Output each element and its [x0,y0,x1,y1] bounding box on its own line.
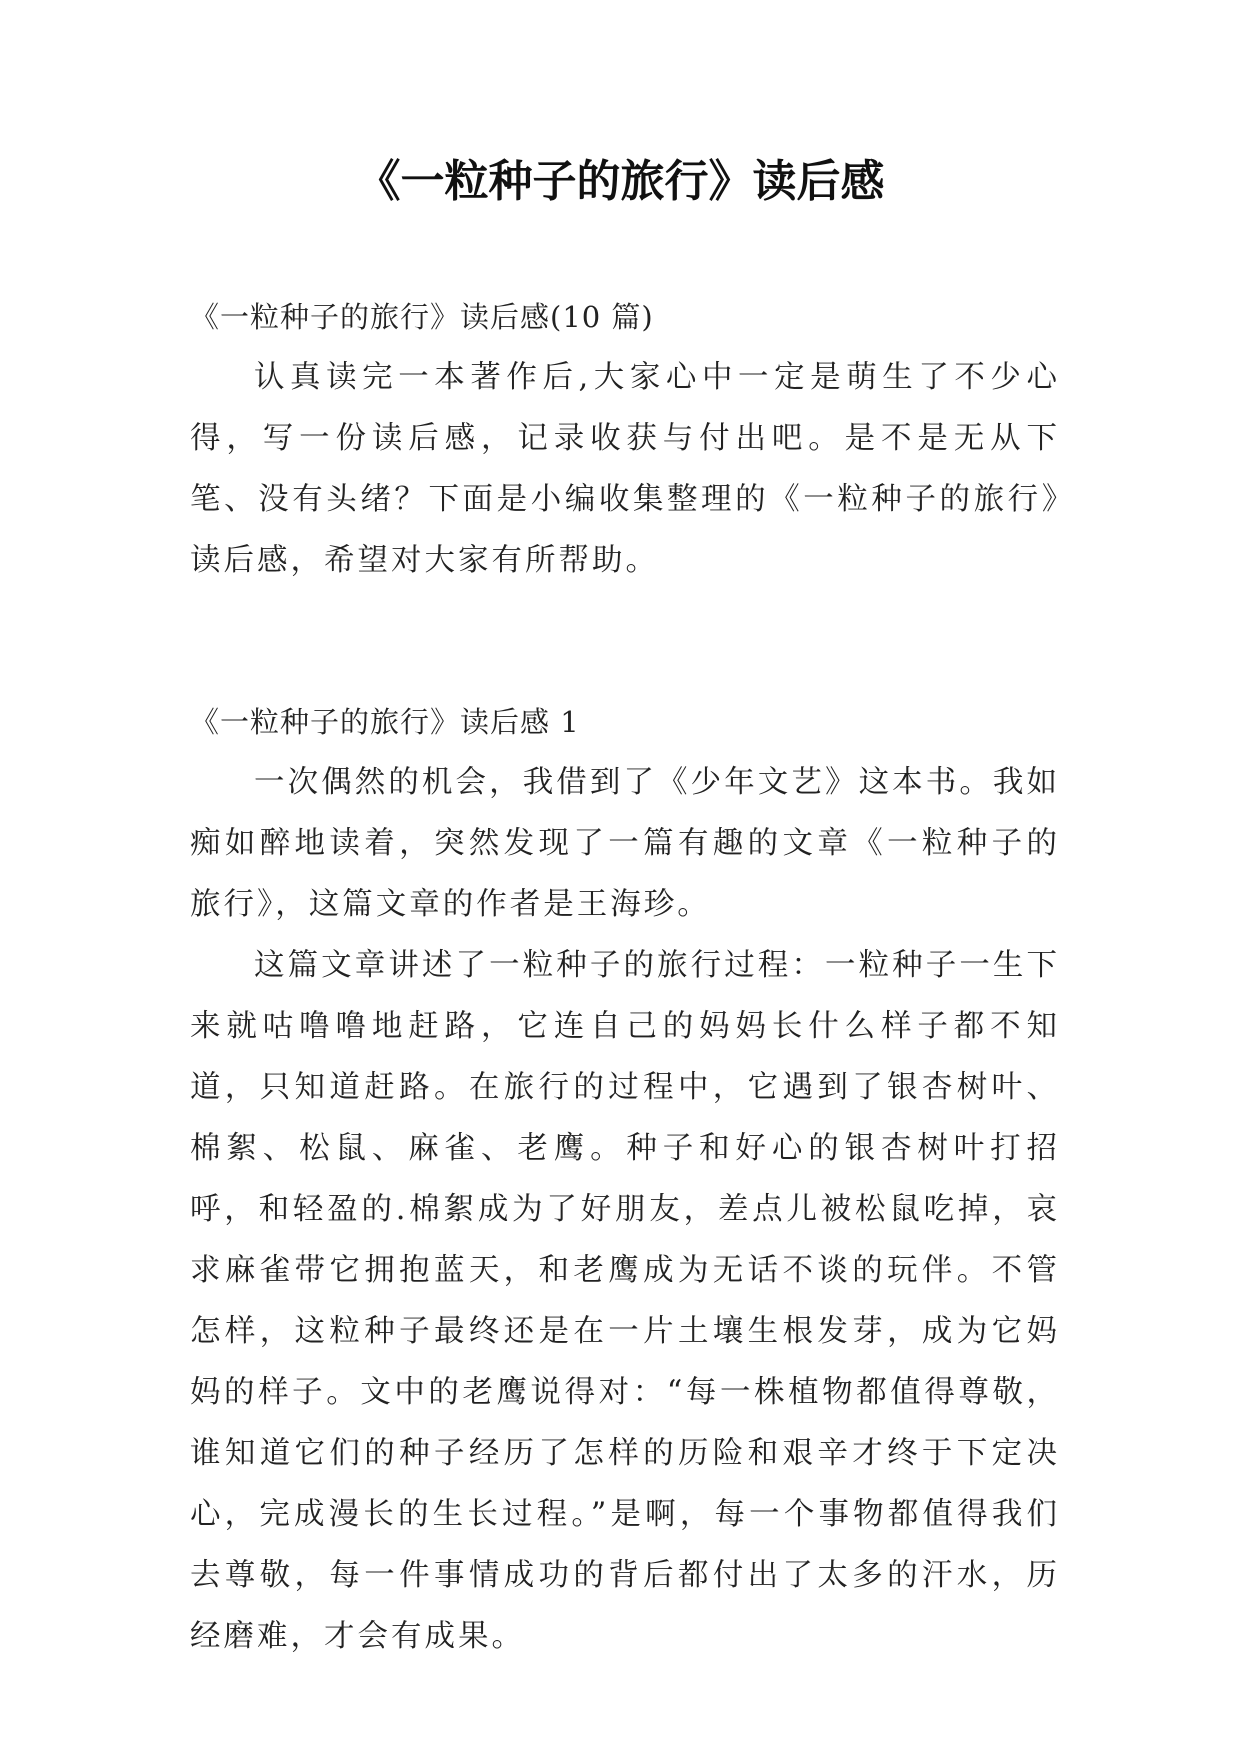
section-1-paragraph-2: 这篇文章讲述了一粒种子的旅行过程：一粒种子一生下来就咕噜噜地赶路，它连自己的妈妈长什么样子都不知道，只知道赶路。在旅行的过程中，它遇到了银杏树叶、棉絮、松鼠、麻雀、老鹰。种子和好心的银杏树叶打招呼，和轻盈的.棉絮成为了好朋友，差点儿被松鼠吃掉，哀求麻雀带它拥抱蓝天，和老鹰成为无话不谈的玩伴。不管怎样，这粒种子最终还是在一片土壤生根发芽，成为它妈妈的样子。文中的老鹰说得对：“每一株植物都值得尊敬，谁知道它们的种子经历了怎样的历险和艰辛才终于下定决心，完成漫长的生长过程。”是啊，每一个事物都值得我们去尊敬，每一件事情成功的背后都付出了太多的汗水，历经磨难，才会有成果。 [190,948,1060,1654]
intro-paragraph: 认真读完一本著作后,大家心中一定是萌生了不少心得，写一份读后感，记录收获与付出吧。是不是无从下笔、没有头绪？下面是小编收集整理的《一粒种子的旅行》读后感，希望对大家有所帮助。 [190,360,1060,578]
section-1-heading: 《一粒种子的旅行》读后感 1 [190,705,580,739]
intro-subtitle: 《一粒种子的旅行》读后感(10 篇) [190,300,654,334]
page-title: 《一粒种子的旅行》读后感 [356,156,885,207]
intro-section [190,295,1060,591]
section-1-paragraph-1: 一次偶然的机会，我借到了《少年文艺》这本书。我如痴如醉地读着，突然发现了一篇有趣的文章《一粒种子的旅行》，这篇文章的作者是王海珍。 [190,765,1060,922]
section-1 [190,700,1060,1667]
